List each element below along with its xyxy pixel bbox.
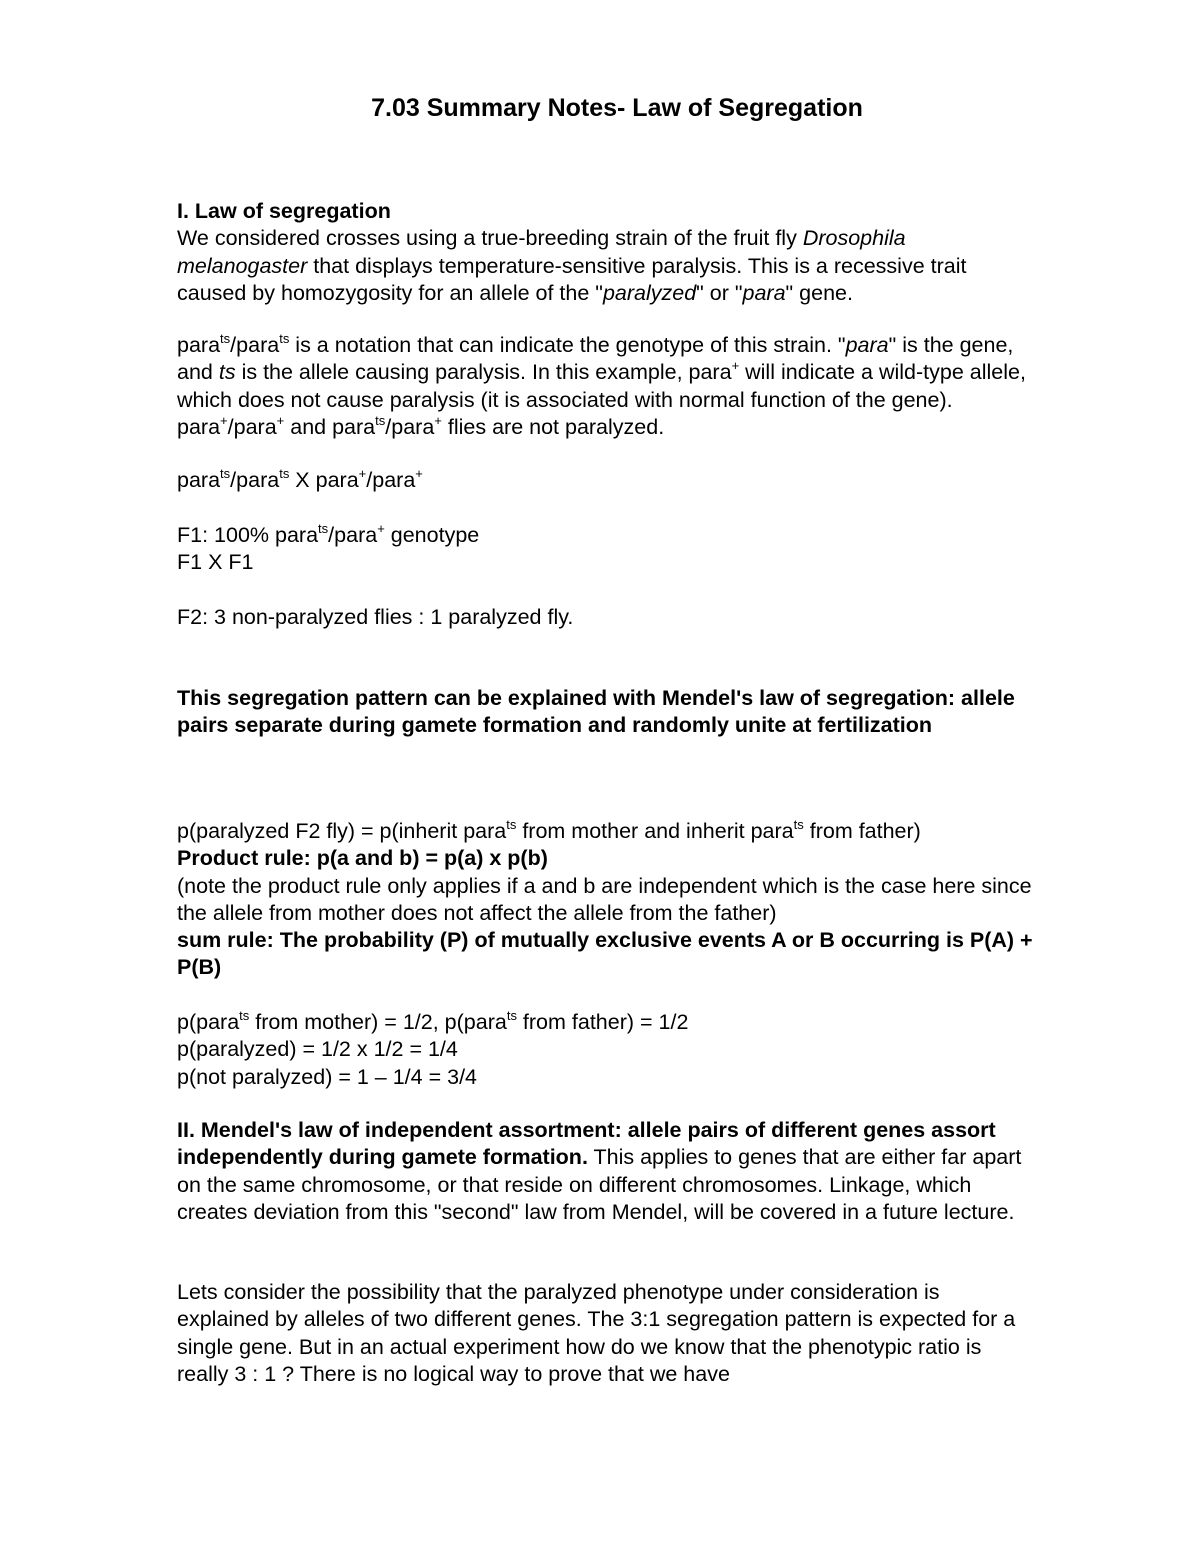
mendel-law-statement: This segregation pattern can be explained with Mendel's law of segregation: allele pairs separate during gamete formation and randomly unite at fertilization [177,686,1015,738]
allele-superscript: ts [220,330,231,346]
section-1 [177,198,1037,307]
gene-symbol-italic: para [742,280,786,305]
gene-text: para [275,523,319,547]
product-rule-note: (note the product rule only applies if a and b are independent which is the case here since the allele from mother does not affect the allele from the father) [177,873,1032,925]
allele-superscript: ts [220,465,231,481]
gene-text: para [177,468,221,492]
text-run: genotype [384,523,480,547]
text-run: " gene. [785,280,853,305]
probability-block [177,818,1037,982]
cross-symbol: X [289,468,316,492]
gene-text: para [315,468,359,492]
intro-paragraph [177,225,1037,307]
f1-cross-line: F1 X F1 [177,550,254,575]
gene-name-italic: paralyzed [602,280,697,305]
f2-line: F2: 3 non-paralyzed flies : 1 paralyzed fly. [177,605,574,629]
text-run: We considered crosses using a true-breeding strain of the fruit fly [177,226,803,251]
text-run: that displays temperature-sensitive paralysis. This is a recessive trait caused by homozygosity for an allele of the " [177,253,967,305]
calculation-block [177,1009,1037,1091]
allele-superscript: ts [793,816,804,832]
text-run: and [284,414,333,439]
gene-text: para [236,333,280,357]
allele-superscript: ts [279,465,290,481]
allele-superscript: + [415,465,423,481]
cross-line: para$^{ts}$/para$^{ts}$ X para+/para+ [177,465,423,492]
allele-superscript: + [358,465,367,481]
gene-text: para [750,819,794,843]
text-run: F1: 100% [177,523,275,547]
allele-superscript: ts [239,1007,250,1023]
calc-not-paralyzed: p(not paralyzed) = 1 – 1/4 = 3/4 [177,1064,478,1089]
allele-superscript: + [220,412,228,428]
gene-symbol-italic: para [845,333,889,357]
text-run: from father) = 1/2 [516,1010,689,1034]
gene-text: para [334,523,378,547]
gene-text: para [372,468,416,492]
allele-superscript: ts [375,412,386,428]
allele-italic: ts [218,360,236,385]
text-run: is a notation that can indicate the genotype of this strain. " [289,333,846,357]
allele-superscript: + [377,520,385,536]
text-run: p( [177,1010,197,1034]
final-paragraph: Lets consider the possibility that the paralyzed phenotype under consideration is explained by alleles of two different genes. The 3:1 segregation pattern is expected for a single gene. But in an actual experiment how do we know that the phenotypic ratio is really 3 : 1 ? There is no logical way to prove that we have [177,1280,1016,1386]
section-1-heading: I. Law of segregation [177,199,391,223]
genotype-notation-paragraph: para$^{ts}$/para$^{ts}$ is a notation that can indicate the genotype of this strain. "para" is the gene, and ts is the allele causing paralysis. In this example, para+ will indicate a wild-type allele, which does not cause paralysis (it is associated with normal function of the gene). para+/para+ and para$^{ts}$/para+ flies are not paralyzed. [177,330,1026,439]
gene-text: para [463,819,507,843]
text-run: will indicate a wild-type allele, which does not cause paralysis (it is associated with normal function of the gene). [177,360,1026,412]
allele-superscript: ts [506,816,517,832]
text-run: " is the gene, and [177,333,1014,385]
allele-superscript: + [434,412,442,428]
text-run: flies are not paralyzed. [441,414,665,439]
f1-block: F1: 100% para$^{ts}$/para+ genotype F1 X F1 [177,522,1037,577]
gene-text: para [463,1010,507,1034]
calc-paralyzed: p(paralyzed) = 1/2 x 1/2 = 1/4 [177,1037,458,1062]
gene-text: para [177,333,221,357]
section-2 [177,1117,1037,1226]
section-2-heading: II. Mendel's law of independent assortment: allele pairs of different genes assort independently during gamete formation. [177,1118,996,1170]
text-run: from father) [803,819,921,843]
gene-text: para [688,360,732,385]
allele-superscript: + [276,412,285,428]
allele-superscript: ts [318,520,329,536]
product-rule: Product rule: p(a and b) = p(a) x p(b) [177,846,548,871]
sum-rule: sum rule: The probability (P) of mutually exclusive events A or B occurring is P(A) + P(B) [177,928,1033,980]
text-run: from mother) = 1/2, p( [249,1010,464,1034]
gene-text: para [196,1010,240,1034]
gene-text: para [233,414,277,439]
page-title: 7.03 Summary Notes- Law of Segregation [371,94,863,122]
text-run: " or " [696,280,743,305]
section-2-text: This applies to genes that are either far apart on the same chromosome, or that reside on different chromosomes. Linkage, which creates deviation from this "second" law from Mendel, will be covered in a future lecture. [177,1145,1022,1224]
gene-text: para [332,414,376,439]
text-run: from mother and inherit [516,819,751,843]
allele-superscript: ts [279,330,290,346]
gene-text: para [236,468,280,492]
species-name: Drosophila melanogaster [177,226,906,278]
text-run: p(paralyzed F2 fly) = p(inherit [177,819,464,843]
text-run: is the allele causing paralysis. In this example, [235,360,689,385]
gene-text: para [177,414,221,439]
gene-text: para [391,414,435,439]
allele-superscript: ts [506,1007,517,1023]
allele-superscript: + [731,358,740,374]
